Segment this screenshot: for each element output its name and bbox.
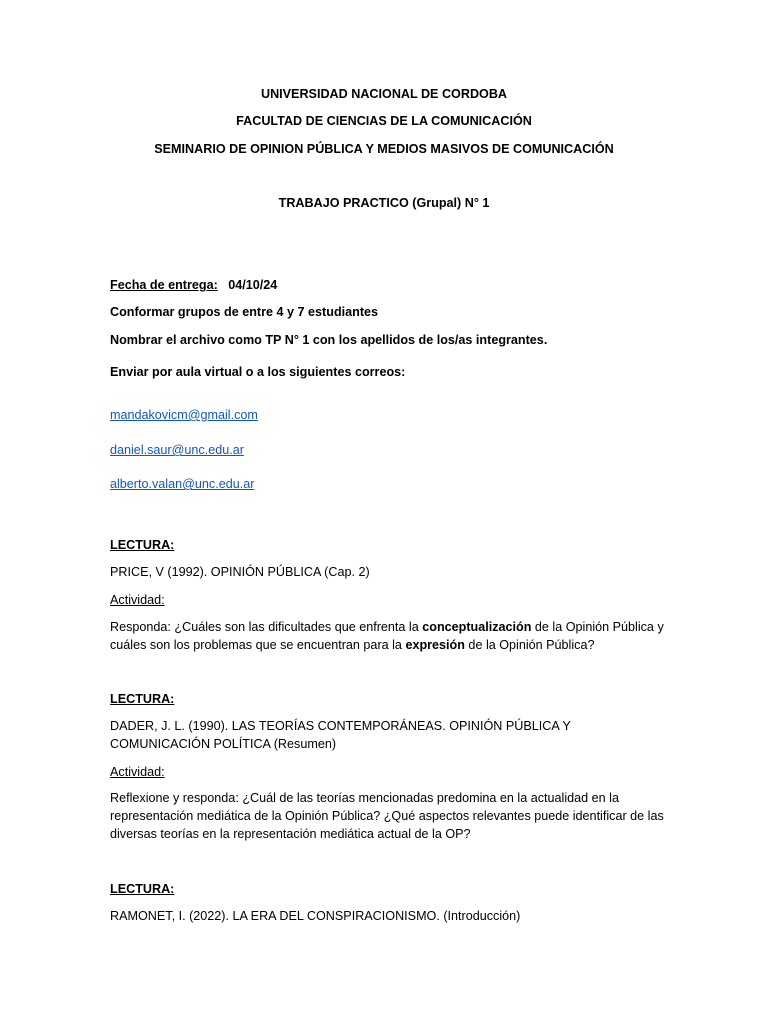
university-title: UNIVERSIDAD NACIONAL DE CORDOBA <box>260 87 508 101</box>
activity-1-bold-expresion: expresión <box>405 638 465 652</box>
activity-1-text-a: Responda: ¿Cuáles son las dificultades que enfrenta la <box>110 620 423 634</box>
email-link-1[interactable]: mandakovicm@gmail.com <box>110 408 258 422</box>
assignment-title: TRABAJO PRACTICO (Grupal) N° 1 <box>278 196 490 210</box>
email-link-3[interactable]: alberto.valan@unc.edu.ar <box>110 477 255 491</box>
reading-3-heading: LECTURA: <box>110 882 175 896</box>
reading-3-reference: RAMONET, I. (2022). LA ERA DEL CONSPIRACIONISMO. (Introducción) <box>110 909 521 923</box>
faculty-title: FACULTAD DE CIENCIAS DE LA COMUNICACIÓN <box>236 114 532 128</box>
reading-2-activity-label: Actividad: <box>110 765 165 779</box>
groups-instruction: Conformar grupos de entre 4 y 7 estudiantes <box>110 305 379 319</box>
send-instruction: Enviar por aula virtual o a los siguientes correos: <box>110 365 406 379</box>
reading-2-heading: LECTURA: <box>110 692 175 706</box>
due-date-label: Fecha de entrega: <box>110 278 218 292</box>
reading-2-activity-text: Reflexione y responda: ¿Cuál de las teorías mencionadas predomina en la actualidad en la representación mediática de la Opinión Pública? ¿Qué aspectos relevantes puede identificar de las diversas teorías en la representación mediática actual de la OP? <box>110 791 664 841</box>
activity-1-text-b: de la Opinión Pública y cuáles son los problemas que se encuentran para la <box>110 620 664 652</box>
due-date-line <box>110 276 277 294</box>
activity-1-text-c: de la Opinión Pública? <box>464 638 595 652</box>
seminar-title: SEMINARIO DE OPINION PÚBLICA Y MEDIOS MASIVOS DE COMUNICACIÓN <box>154 142 614 156</box>
reading-1-reference: PRICE, V (1992). OPINIÓN PÚBLICA (Cap. 2) <box>110 565 370 579</box>
reading-1-heading: LECTURA: <box>110 538 175 552</box>
file-name-instruction: Nombrar el archivo como TP N° 1 con los apellidos de los/as integrantes. <box>110 333 548 347</box>
email-link-2[interactable]: daniel.saur@unc.edu.ar <box>110 443 244 457</box>
reading-1-activity-text <box>110 618 670 654</box>
reading-2-reference: DADER, J. L. (1990). LAS TEORÍAS CONTEMPORÁNEAS. OPINIÓN PÚBLICA Y COMUNICACIÓN POLÍTICA (Resumen) <box>110 719 571 751</box>
reading-1-activity-label: Actividad: <box>110 593 165 607</box>
activity-1-bold-conceptualizacion: conceptualización <box>422 620 532 634</box>
due-date-value: 04/10/24 <box>228 278 278 292</box>
